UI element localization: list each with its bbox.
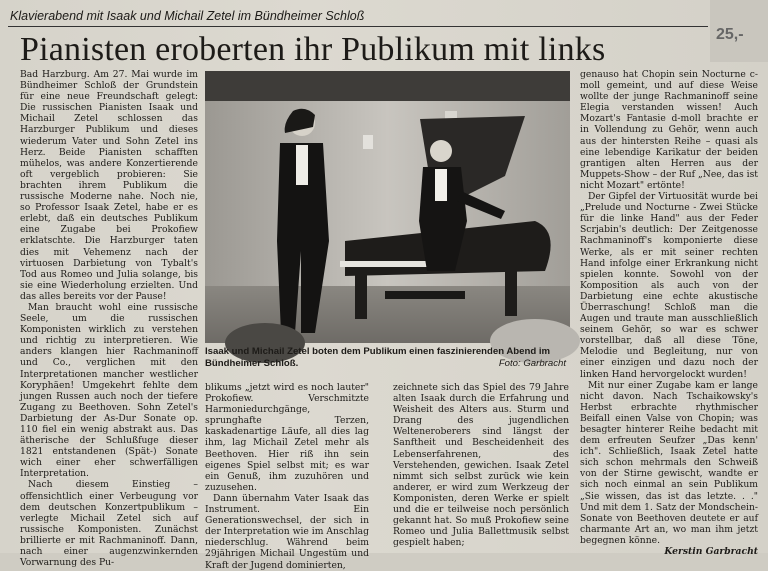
photo-credit: Foto: Garbracht — [498, 357, 566, 369]
article-kicker: Klavierabend mit Isaak und Michail Zetel im Bündheimer Schloß — [10, 9, 365, 23]
paragraph: genauso hat Chopin sein Nocturne c-moll gemeint, und auf diese Weise wollte der junge Rachmaninoff seine Elegia verstanden wissen! Auch Mozart's Fantasie d-moll brachte er in Vollendung zu Gehör, wenn auch aus der hintersten Reihe – quasi als eine lebendige Karikatur der beiden grantigen alten Herren aus der Muppets-Show – der Ruf „Nee, das ist nicht Mozart" ertönte! — [580, 69, 758, 191]
article-column-2 — [205, 382, 369, 571]
paragraph: Dann übernahm Vater Isaak das Instrument. Ein Generationswechsel, der sich in der Interpretation wie im Anschlag niederschlug. Während beim 29jährigen Michail Ungestüm und Kraft der Jugend dominierten, — [205, 492, 369, 571]
concert-photo — [205, 71, 570, 343]
article-column-1 — [20, 69, 198, 569]
pianists-on-stage-image — [205, 71, 570, 343]
paragraph: Man braucht wohl eine russische Seele, um die russischen Komponisten wirklich zu verstehen und richtig zu interpretieren. Wie anders klangen hier Rachmaninoff und Co., verglichen mit den Interpretationen mancher westlicher Koryphäen! Umgekehrt fehlte dem jungen Russen auch noch der tiefere Zugang zu Beethoven. Sohn Zetel's Darbietung der As-Dur Sonate op. 110 fiel ein wenig abstrakt aus. Das ätherische der Schlußfuge dieser 1821 entstandenen (Spät-) Sonate wich einer eher schwerfälligen Interpretation. — [20, 301, 198, 480]
kicker-rule — [8, 26, 708, 27]
paragraph: blikums „jetzt wird es noch lauter" Prokofiew. Verschmitzte Harmoniedurchgänge, sprunghafte Terzen, kaskadenartige Läufe, all dies lag ihm, lag Michail Zetel mehr als Beethoven. Hier riß ihn sein eigenes Spiel selbst mit; es war ein Genuß, ihm zuzuhören und zuzusehen. — [205, 382, 369, 493]
caption-text: Isaak und Michail Zetel boten dem Publikum einen faszinierenden Abend im Bündheimer Schloß. — [205, 346, 551, 369]
article-column-3 — [393, 382, 569, 553]
paragraph: Mit nur einer Zugabe kam er lange nicht davon. Nach Tschaikowsky's Herbst erbrachte rhythmischer Beifall einen Valse von Chopin; was besagter hinterer Reihe bedacht mit dem erfreuten Seufzer „Das kenn' ich". Schließlich, Isaak Zetel hatte sich schon mehrmals den Schweiß von der Stirne gewischt, wandte er sich noch einmal an sein Publikum „Sie wissen, das ist das letzte. . ." Und mit dem 1. Satz der Mondschein-Sonate von Beethoven deutete er auf charmante Art an, wo man ihm jetzt begegnen könne. — [580, 379, 758, 546]
paragraph: Nach diesem Einstieg – offensichtlich einer Verbeugung vor dem deutschen Konzertpublikum – verlegte Michail Zetel sich auf russische Komponisten. Zunächst brillierte er mit Rachmaninoff. Dann, nach einer augenzwinkernden Vorwarnung des Pu- — [20, 479, 198, 569]
author-byline: Kerstin Garbracht — [664, 546, 758, 558]
paragraph: Der Gipfel der Virtuosität wurde bei „Prelude und Nocturne - Zwei Stücke für die linke Hand" aus der Feder Scrjabin's deutlich: Der Zeitgenosse Rachmaninoff's komponierte diese Werke, als er mit seiner rechten Hand infolge einer Erkrankung nicht spielen konnte. Sowohl von der Komposition als auch von der Darbietung eine echte akustische Überraschung! Schloß man die Augen und traute man ausschließlich seinem Gehör, so war es schwer vorstellbar, daß all diese Töne, Melodie und Begleitung, nur von einer einzigen und dazu noch der linken Hand hervorgelockt wurden! — [580, 191, 758, 380]
article-headline: Pianisten eroberten ihr Publikum mit links — [20, 31, 606, 68]
paragraph: zeichnete sich das Spiel des 79 Jahre alten Isaak durch die Erfahrung und Weisheit des Alters aus. Sturm und Drang des jugendlichen Welteneroberers sind längst der Sanftheit und Bescheidenheit des Lebenserfahrenen, des Verstehenden, gewichen. Isaak Zetel nimmt sich selbst zurück wie kein anderer, er wird zum Werkzeug der Komponisten, deren Werke er spielt und die er teilweise noch persönlich gekannt hat. So muß Prokofiew seine Romeo und Julia Ballettmusik selbst gespielt haben; — [393, 382, 569, 549]
adjacent-ad-text: 25,- — [716, 26, 744, 43]
paragraph: Bad Harzburg. Am 27. Mai wurde im Bündheimer Schloß der Grundstein für eine neue Freundschaft gelegt: Die russischen Pianisten Isaak und Michail Zetel schlossen das Harzburger Publikum und dieses wiederum Vater und Sohn Zetel ins Herz. Beide Pianisten schafften mühelos, was andere Konzertierende oft vergeblich probieren: Sie brachten ihrem Publikum die russische Moderne nahe. Noch nie, so Professor Isaak Zetel, habe er es erlebt, daß ein deutsches Publikum eine Zugabe bei Prokofiew erklatschte. Die Harzburger taten dies mit Vehemenz nach der virtuosen Darbietung von Tybalt's Tod aus Romeo und Julia solange, bis sie eine Wiederholung erzielten. Und das alles bereits vor der Pause! — [20, 69, 198, 302]
article-column-4 — [580, 69, 758, 558]
photo-caption — [205, 346, 570, 380]
